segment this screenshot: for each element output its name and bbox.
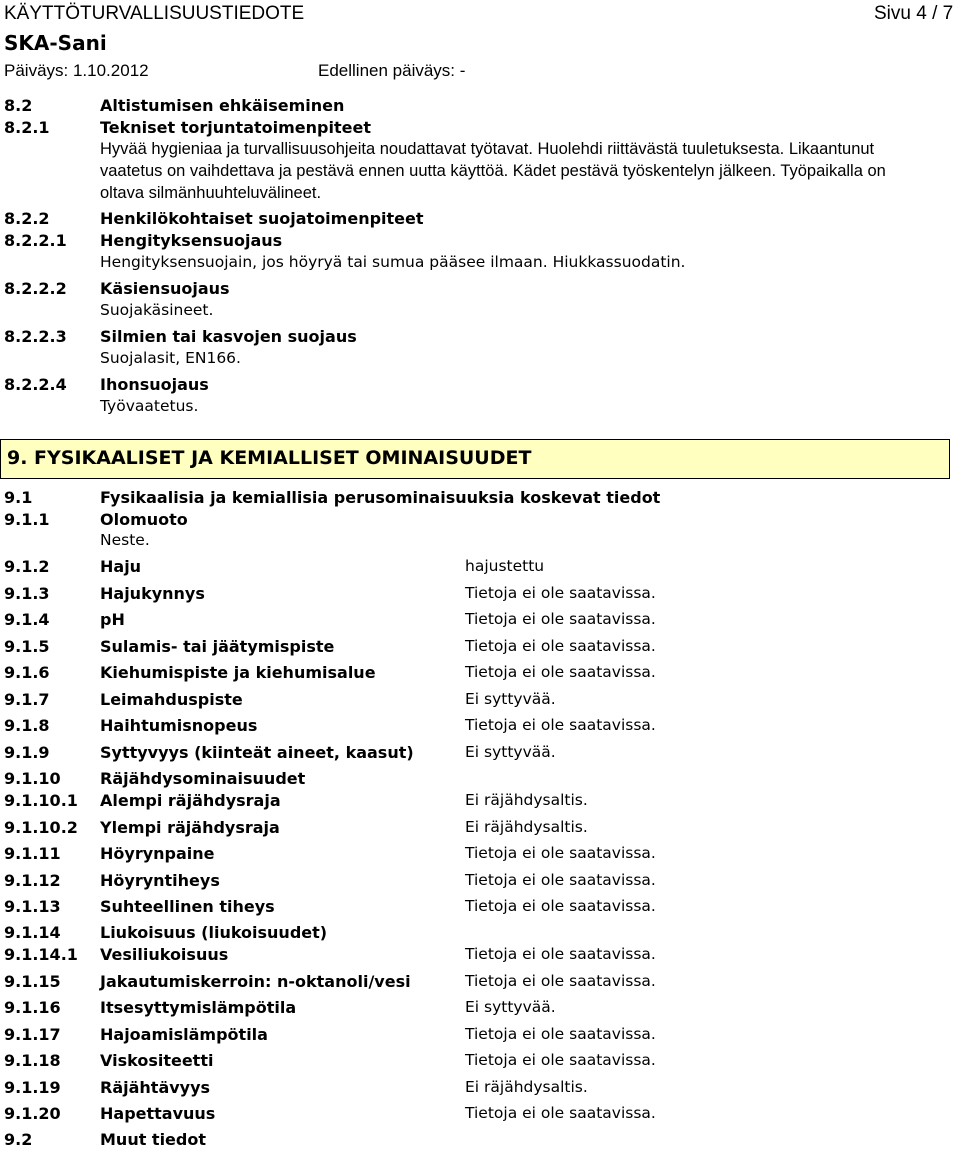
property-value: Tietoja ei ole saatavissa. (465, 584, 656, 602)
section-title: Ihonsuojaus (100, 375, 209, 394)
issue-date: Päiväys: 1.10.2012 (4, 61, 149, 80)
product-name: SKA-Sani (4, 31, 107, 55)
property-number: 9.1.3 (4, 584, 50, 603)
property-label: Leimahduspiste (100, 690, 243, 709)
property-value: Tietoja ei ole saatavissa. (465, 663, 656, 681)
paragraph-line: vaatetus on vaihdettava ja pestävä ennen uutta käyttöä. Kädet pestävä työskentelyn jälkeen. Työpaikalla on (100, 162, 886, 180)
previous-date: Edellinen päiväys: - (318, 61, 466, 80)
section-title: Altistumisen ehkäiseminen (100, 96, 345, 115)
property-value: Tietoja ei ole saatavissa. (465, 897, 656, 915)
property-value: Ei syttyvää. (465, 998, 556, 1016)
section-9-heading: 9. FYSIKAALISET JA KEMIALLISET OMINAISUUDET (7, 447, 532, 469)
section-title: Henkilökohtaiset suojatoimenpiteet (100, 209, 424, 228)
property-label: Viskositeetti (100, 1051, 214, 1070)
property-number: 9.1.10.1 (4, 791, 78, 810)
paragraph-line: oltava silmänhuuhteluvälineet. (100, 184, 322, 202)
property-number: 9.1.14 (4, 923, 61, 942)
property-number: 9.1.20 (4, 1104, 61, 1123)
page-number: Sivu 4 / 7 (874, 3, 954, 24)
property-number: 9.1.9 (4, 743, 50, 762)
property-label: Haju (100, 557, 142, 576)
section-title: Muut tiedot (100, 1130, 206, 1149)
property-label: Höyrynpaine (100, 844, 215, 863)
section-title: Fysikaalisia ja kemiallisia perusominaisuuksia koskevat tiedot (100, 488, 661, 507)
section-title: Olomuoto (100, 510, 188, 529)
property-number: 9.1.5 (4, 637, 50, 656)
property-label: Ylempi räjähdysraja (100, 818, 280, 837)
property-label: Syttyvyys (kiinteät aineet, kaasut) (100, 743, 414, 762)
property-number: 9.1.2 (4, 557, 50, 576)
property-number: 9.1.10.2 (4, 818, 78, 837)
property-number: 9.1.12 (4, 871, 61, 890)
property-number: 9.1.13 (4, 897, 61, 916)
property-label: Hajoamislämpötila (100, 1025, 268, 1044)
section-number: 8.2.2 (4, 209, 50, 228)
section-text: Neste. (100, 531, 150, 549)
section-text: Suojakäsineet. (100, 301, 214, 319)
section-text: Hengityksensuojain, jos höyryä tai sumua pääsee ilmaan. Hiukkassuodatin. (100, 253, 686, 271)
property-number: 9.1.14.1 (4, 945, 78, 964)
property-label: pH (100, 610, 125, 629)
property-value: Ei räjähdysaltis. (465, 1078, 588, 1096)
property-number: 9.1.6 (4, 663, 50, 682)
property-value: Tietoja ei ole saatavissa. (465, 637, 656, 655)
property-label: Kiehumispiste ja kiehumisalue (100, 663, 376, 682)
property-value: Tietoja ei ole saatavissa. (465, 716, 656, 734)
property-value: Tietoja ei ole saatavissa. (465, 972, 656, 990)
property-number: 9.1.19 (4, 1078, 61, 1097)
section-title: Silmien tai kasvojen suojaus (100, 327, 357, 346)
property-label: Haihtumisnopeus (100, 716, 258, 735)
property-label: Jakautumiskerroin: n-oktanoli/vesi (100, 972, 411, 991)
section-text: Suojalasit, EN166. (100, 349, 241, 367)
property-value: Ei syttyvää. (465, 743, 556, 761)
property-label: Alempi räjähdysraja (100, 791, 281, 810)
section-number: 8.2.2.2 (4, 279, 67, 298)
property-label: Räjähtävyys (100, 1078, 211, 1097)
section-number: 9.2 (4, 1130, 33, 1149)
property-value: Ei räjähdysaltis. (465, 791, 588, 809)
section-number: 8.2.2.3 (4, 327, 67, 346)
section-title: Käsiensuojaus (100, 279, 230, 298)
section-number: 9.1.1 (4, 510, 50, 529)
paragraph-line: Hyvää hygieniaa ja turvallisuusohjeita noudattavat työtavat. Huolehdi riittävästä tuuletuksesta. Likaantunut (100, 140, 875, 158)
property-number: 9.1.17 (4, 1025, 61, 1044)
section-9-heading-box (0, 439, 950, 479)
property-value: Tietoja ei ole saatavissa. (465, 945, 656, 963)
property-number: 9.1.8 (4, 716, 50, 735)
property-number: 9.1.15 (4, 972, 61, 991)
property-label: Hapettavuus (100, 1104, 216, 1123)
section-title: Tekniset torjuntatoimenpiteet (100, 118, 371, 137)
property-value: Tietoja ei ole saatavissa. (465, 871, 656, 889)
section-title: Hengityksensuojaus (100, 231, 283, 250)
property-value: Tietoja ei ole saatavissa. (465, 1051, 656, 1069)
property-label: Räjähdysominaisuudet (100, 769, 306, 788)
property-label: Suhteellinen tiheys (100, 897, 275, 916)
property-value: Ei syttyvää. (465, 690, 556, 708)
section-number: 8.2.2.4 (4, 375, 67, 394)
property-number: 9.1.4 (4, 610, 50, 629)
property-label: Liukoisuus (liukoisuudet) (100, 923, 328, 942)
document-title: KÄYTTÖTURVALLISUUSTIEDOTE (4, 3, 305, 24)
property-value: Tietoja ei ole saatavissa. (465, 844, 656, 862)
property-number: 9.1.16 (4, 998, 61, 1017)
property-value: hajustettu (465, 557, 545, 575)
property-number: 9.1.18 (4, 1051, 61, 1070)
section-text: Työvaatetus. (100, 397, 199, 415)
section-number: 8.2.2.1 (4, 231, 67, 250)
property-value: Tietoja ei ole saatavissa. (465, 610, 656, 628)
section-number: 9.1 (4, 488, 33, 507)
property-label: Itsesyttymislämpötila (100, 998, 297, 1017)
property-label: Höyryntiheys (100, 871, 220, 890)
property-number: 9.1.7 (4, 690, 50, 709)
property-number: 9.1.10 (4, 769, 61, 788)
property-label: Vesiliukoisuus (100, 945, 229, 964)
section-number: 8.2 (4, 96, 33, 115)
section-number: 8.2.1 (4, 118, 50, 137)
property-number: 9.1.11 (4, 844, 61, 863)
property-value: Tietoja ei ole saatavissa. (465, 1025, 656, 1043)
property-value: Ei räjähdysaltis. (465, 818, 588, 836)
property-label: Sulamis- tai jäätymispiste (100, 637, 335, 656)
property-value: Tietoja ei ole saatavissa. (465, 1104, 656, 1122)
property-label: Hajukynnys (100, 584, 205, 603)
